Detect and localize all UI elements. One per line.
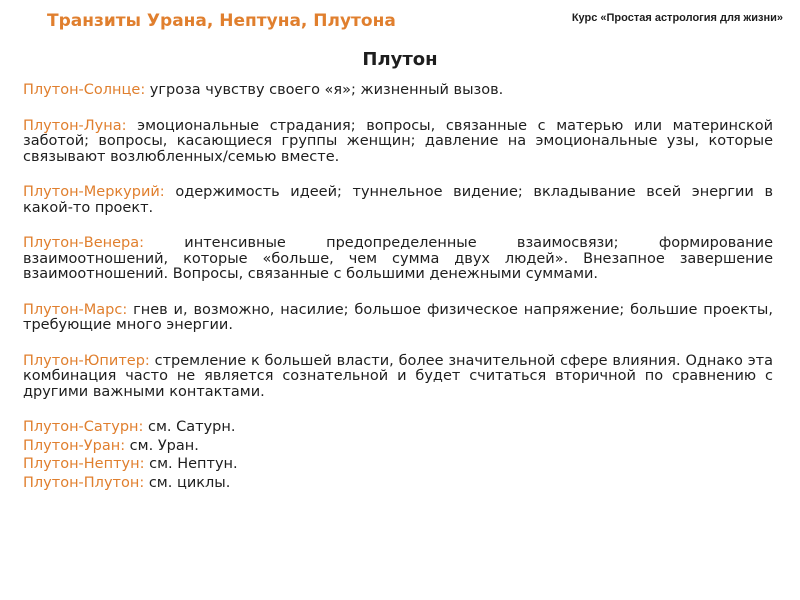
transit-label: Плутон-Солнце:: [23, 82, 146, 98]
transit-entry-moon: [23, 119, 773, 166]
transit-label: Плутон-Венера:: [23, 235, 145, 251]
transit-description: гнев и, возможно, насилие; большое физическое напряжение; большие проекты, требующие много энергии.: [23, 301, 773, 333]
transit-label: Плутон-Нептун:: [23, 456, 145, 472]
transit-description: эмоциональные страдания; вопросы, связанные с матерью или материнской заботой; вопросы, касающиеся группы женщин; давление на эмоциональные узы, которые связывают возлюбленных/семью вместе.: [23, 117, 773, 165]
transit-entry-mercury: [23, 185, 773, 216]
transit-list: [23, 83, 773, 494]
transit-description: угроза чувству своего «я»; жизненный вызов.: [145, 82, 504, 98]
transit-description: см. Уран.: [125, 437, 199, 454]
transit-label: Плутон-Сатурн:: [23, 419, 144, 435]
transit-description: см. циклы.: [144, 474, 231, 491]
transit-entry-mars: [23, 303, 773, 334]
slide-title: Транзиты Урана, Нептуна, Плутона: [47, 11, 396, 31]
transit-entry-uranus: [23, 439, 773, 455]
section-heading: Плутон: [362, 49, 438, 70]
transit-description: см. Нептун.: [144, 456, 238, 472]
transit-entry-jupiter: [23, 354, 773, 401]
transit-description: интенсивные предопределенные взаимосвязи; формирование взаимоотношений, которые «больше, чем сумма двух людей». Внезапное завершение взаимоотношений. Вопросы, связанные с большими денежными суммами.: [23, 235, 773, 282]
transit-label: Плутон-Меркурий:: [23, 184, 165, 200]
transit-label: Плутон-Плутон:: [23, 474, 145, 491]
transit-description: одержимость идеей; туннельное видение; вкладывание всей энергии в какой-то проект.: [23, 184, 773, 216]
transit-entry-sun: [23, 83, 773, 99]
transit-label: Плутон-Юпитер:: [23, 352, 150, 369]
transit-entry-venus: [23, 236, 773, 283]
transit-label: Плутон-Уран:: [23, 437, 126, 454]
course-label: Курс «Простая астрология для жизни»: [571, 12, 783, 24]
transit-entry-saturn: [23, 420, 773, 436]
transit-description: стремление к большей власти, более значительной сфере влияния. Однако эта комбинация часто не является сознательной и будет считаться вторичной по сравнению с другими важными контактами.: [23, 352, 773, 400]
transit-label: Плутон-Луна:: [23, 117, 127, 134]
transit-description: см. Сатурн.: [143, 419, 236, 435]
transit-label: Плутон-Марс:: [23, 301, 128, 318]
transit-entry-neptune: [23, 457, 773, 473]
transit-entry-pluto: [23, 476, 773, 492]
